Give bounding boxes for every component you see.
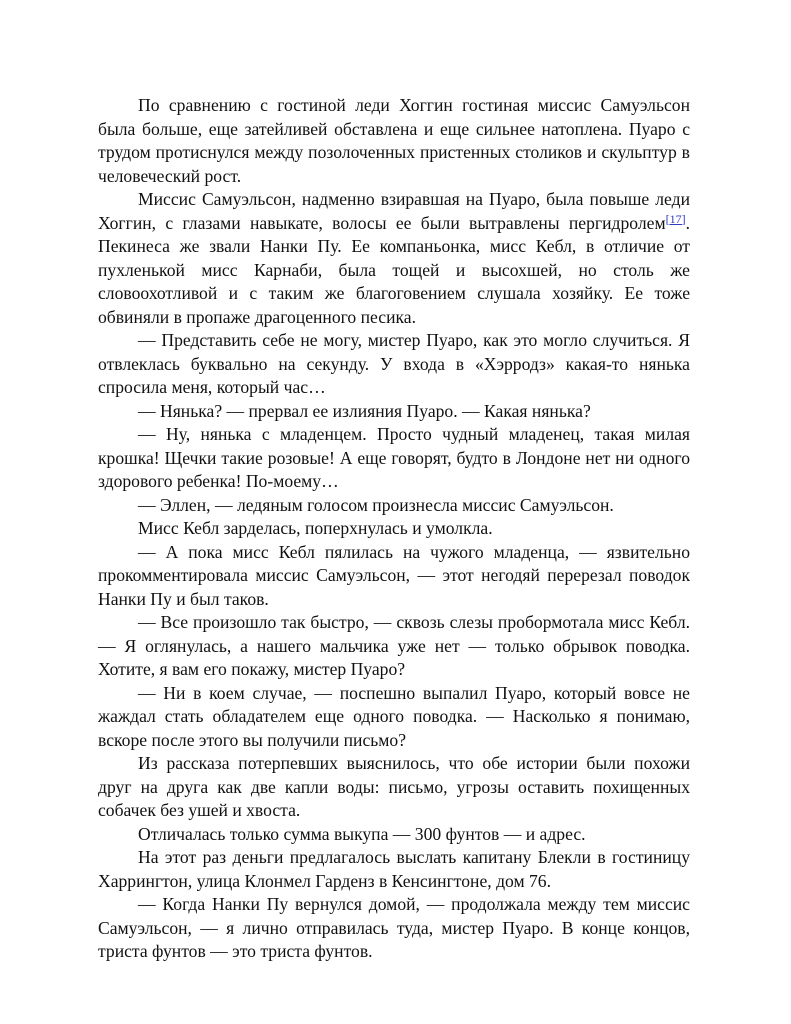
paragraph-10: — Ни в коем случае, — поспешно выпалил Пуаро, который вовсе не жаждал стать обладателем еще одного поводка. — Насколько я понимаю, вскоре после этого вы получили письмо? <box>98 682 690 750</box>
paragraph-7: Мисс Кебл зарделась, поперхнулась и умолкла. <box>138 518 493 538</box>
paragraph-2-part-1: Миссис Самуэльсон, надменно взиравшая на Пуаро, была повыше леди Хоггин, с глазами навыкате, волосы ее были вытравлены пергидролем <box>98 189 690 233</box>
document-page <box>98 94 690 964</box>
paragraph-12: Отличалась только сумма выкупа — 300 фунтов — и адрес. <box>138 823 586 844</box>
paragraph-14: — Когда Нанки Пу вернулся домой, — продолжала между тем миссис Самуэльсон, — я лично отправилась туда, мистер Пуаро. В конце концов, триста фунтов — это триста фунтов. <box>98 894 690 961</box>
paragraph-2 <box>98 188 690 329</box>
paragraph-2-part-2: . Пекинеса же звали Нанки Пу. Ее компаньонка, мисс Кебл, в отличие от пухленькой мисс Карнаби, была тощей и высохшей, но столь же словоохотливой и с таким же благоговением слушала хозяйку. Ее тоже обвиняли в пропаже драгоценного песика. <box>98 212 690 327</box>
paragraph-5: — Ну, нянька с младенцем. Просто чудный младенец, такая милая крошка! Щечки такие розовые! А еще говорят, будто в Лондоне нет ни одного здорового ребенка! По-моему… <box>98 424 690 491</box>
paragraph-6: — Эллен, — ледяным голосом произнесла миссис Самуэльсон. <box>138 494 614 515</box>
paragraph-8: — А пока мисс Кебл пялилась на чужого младенца, — язвительно прокомментировала миссис Самуэльсон, — этот негодяй перерезал поводок Нанки Пу и был таков. <box>98 541 690 609</box>
paragraph-9: — Все произошло так быстро, — сквозь слезы пробормотала мисс Кебл. — Я оглянулась, а нашего мальчика уже нет — только обрывок поводка. Хотите, я вам его покажу, мистер Пуаро? <box>98 612 690 679</box>
footnote-link-17[interactable]: [17] <box>665 211 686 226</box>
paragraph-1: По сравнению с гостиной леди Хоггин гостиная миссис Самуэльсон была больше, еще затейливей обставлена и еще сильнее натоплена. Пуаро с трудом протиснулся между позолоченных пристенных столиков и скульптур в человеческий рост. <box>98 95 690 186</box>
paragraph-3: — Представить себе не могу, мистер Пуаро, как это могло случиться. Я отвлеклась буквально на секунду. У входа в «Хэрродз» какая-то нянька спросила меня, который час… <box>98 330 690 397</box>
paragraph-11: Из рассказа потерпевших выяснилось, что обе истории были похожи друг на друга как две капли воды: письмо, угрозы оставить похищенных собачек без ушей и хвоста. <box>98 753 690 820</box>
paragraph-4: — Нянька? — прервал ее излияния Пуаро. — Какая нянька? <box>138 400 591 421</box>
paragraph-13: На этот раз деньги предлагалось выслать капитану Блекли в гостиницу Харрингтон, улица Клонмел Гарденз в Кенсингтоне, дом 76. <box>98 847 690 891</box>
